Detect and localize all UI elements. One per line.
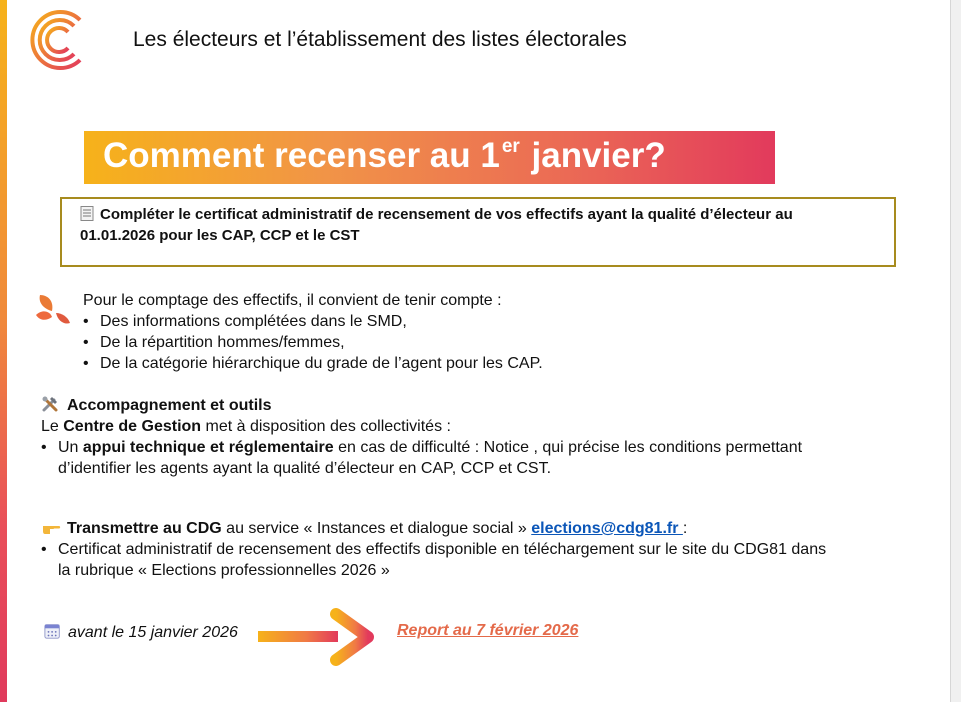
calendar-icon xyxy=(44,622,62,640)
list-item: • De la répartition hommes/femmes, xyxy=(83,332,923,353)
tools-icon xyxy=(41,395,61,413)
deadline-text: avant le 15 janvier 2026 xyxy=(68,624,238,641)
arrow-right-icon xyxy=(256,608,376,666)
scrollbar[interactable] xyxy=(950,0,961,702)
deadline xyxy=(44,622,238,643)
support-list xyxy=(41,437,901,479)
support-section xyxy=(41,395,901,479)
transmit-list xyxy=(41,539,901,581)
petal-decoration-icon xyxy=(34,291,72,327)
left-accent-bar xyxy=(0,0,7,702)
task-box xyxy=(60,197,896,267)
transmit-heading-row: Transmettre au CDG au service « Instances et dialogue social » elections@cdg81.fr : xyxy=(41,518,901,539)
page-title: Les électeurs et l’établissement des listes électorales xyxy=(133,28,627,51)
document-icon xyxy=(80,206,94,221)
support-line: Le Centre de Gestion met à disposition des collectivités : xyxy=(41,418,451,435)
support-heading: Accompagnement et outils xyxy=(67,397,272,414)
banner xyxy=(84,131,775,184)
counting-intro: Pour le comptage des effectifs, il convient de tenir compte : xyxy=(83,292,502,309)
banner-title: Comment recenser au 1 $^{er}$ janvier? xyxy=(103,136,666,175)
pointing-hand-icon xyxy=(41,518,61,536)
list-item: • Des informations complétées dans le SMD, xyxy=(83,311,923,332)
transmit-section xyxy=(41,518,901,581)
support-heading-row xyxy=(41,395,901,416)
counting-list xyxy=(83,311,923,374)
cdg-logo xyxy=(24,6,92,74)
transmit-bold: Transmettre au CDG xyxy=(67,520,222,537)
list-item: • Un appui technique et réglementaire en cas de difficulté : Notice , qui précise les conditions permettant d’identifier les agents ayant la qualité d’électeur en CAP, CCP et CST. xyxy=(41,437,901,479)
report-link[interactable]: Report au 7 février 2026 xyxy=(397,622,579,639)
counting-section xyxy=(83,290,923,374)
list-item: • Certificat administratif de recensement des effectifs disponible en téléchargement sur le site du CDG81 dans la rubrique « Elections professionnelles 2026 » xyxy=(41,539,901,581)
email-link[interactable]: elections@cdg81.fr xyxy=(531,520,683,537)
list-item: • De la catégorie hiérarchique du grade de l’agent pour les CAP. xyxy=(83,353,923,374)
task-line-2: 01.01.2026 pour les CAP, CCP et le CST xyxy=(80,227,360,244)
task-line-1: Compléter le certificat administratif de recensement de vos effectifs ayant la qualité d’électeur au xyxy=(100,206,793,223)
